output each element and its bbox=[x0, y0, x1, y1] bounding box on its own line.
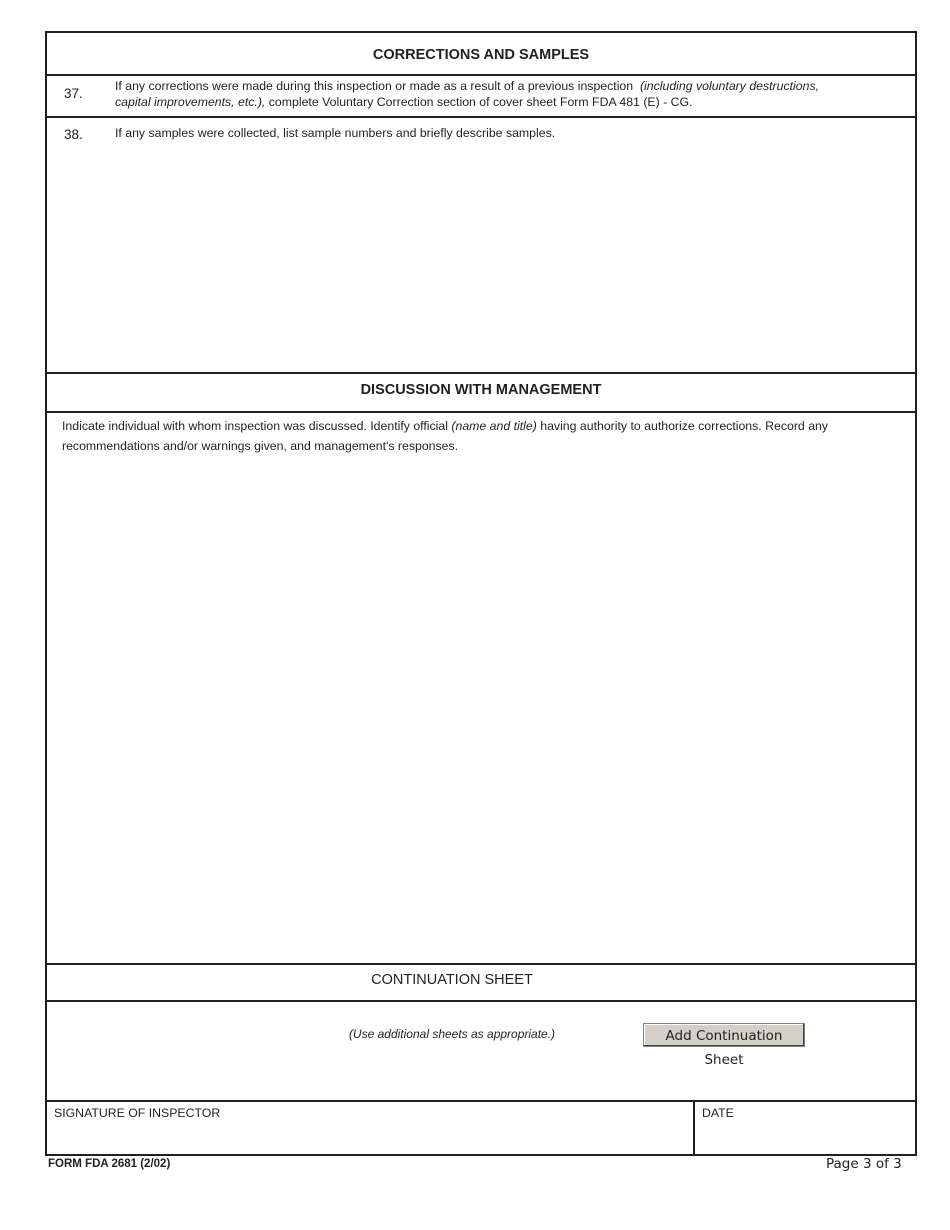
discussion-text-italic: (name and title) bbox=[451, 419, 537, 433]
page-number: Page 3 of 3 bbox=[826, 1156, 902, 1172]
item-37-text-a: If any corrections were made during this inspection or made as a result of a previous inspection bbox=[115, 79, 634, 93]
divider bbox=[47, 1100, 915, 1102]
divider bbox=[693, 1101, 695, 1154]
continuation-title: CONTINUATION SHEET bbox=[371, 972, 533, 988]
divider bbox=[47, 372, 915, 374]
item-38-text: If any samples were collected, list sample numbers and briefly describe samples. bbox=[115, 126, 556, 140]
corrections-samples-title: CORRECTIONS AND SAMPLES bbox=[372, 47, 590, 63]
divider bbox=[47, 1000, 915, 1002]
item-37-text-italic: (including voluntary destructions, capital improvements, etc.), bbox=[115, 79, 820, 109]
inspection-form-page bbox=[45, 31, 917, 1156]
item-37-number: 37. bbox=[64, 86, 83, 101]
discussion-instructions bbox=[62, 416, 872, 456]
discussion-entry-area[interactable] bbox=[47, 461, 915, 961]
signature-of-inspector-label: SIGNATURE OF INSPECTOR bbox=[54, 1106, 221, 1120]
samples-entry-area[interactable] bbox=[47, 143, 915, 371]
item-38-number: 38. bbox=[64, 127, 83, 142]
divider bbox=[47, 74, 915, 76]
discussion-title: DISCUSSION WITH MANAGEMENT bbox=[360, 382, 602, 398]
date-label: DATE bbox=[702, 1106, 734, 1120]
add-continuation-sheet-button[interactable]: Add Continuation Sheet bbox=[643, 1023, 805, 1047]
divider bbox=[47, 963, 915, 965]
divider bbox=[47, 411, 915, 413]
form-id: FORM FDA 2681 (2/02) bbox=[48, 1158, 171, 1170]
continuation-note: (Use additional sheets as appropriate.) bbox=[348, 1027, 556, 1041]
item-37-text bbox=[115, 78, 855, 110]
divider bbox=[47, 116, 915, 118]
signature-field[interactable] bbox=[49, 1121, 691, 1151]
item-37-text-b: complete Voluntary Correction section of cover sheet Form FDA 481 (E) - CG. bbox=[268, 95, 693, 109]
discussion-text-a: Indicate individual with whom inspection was discussed. Identify official bbox=[62, 419, 448, 433]
discussion-text-b: having authority to authorize corrections. Record any recommendations and/or warnings given, and management's responses. bbox=[62, 419, 829, 453]
date-field[interactable] bbox=[699, 1121, 913, 1151]
